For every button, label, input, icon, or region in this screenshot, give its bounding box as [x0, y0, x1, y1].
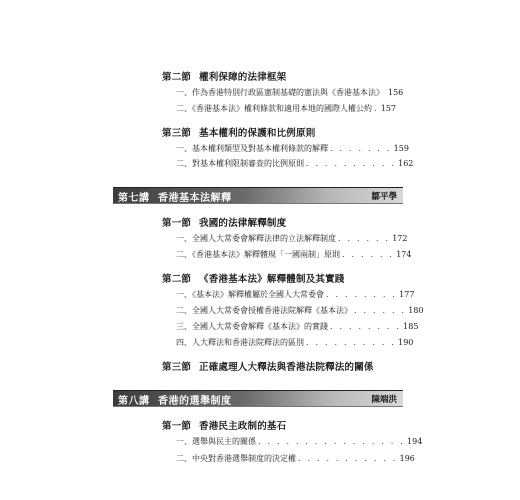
section-number: 第二節	[162, 274, 192, 285]
page-number: 196	[399, 454, 415, 463]
toc-entry[interactable]	[176, 249, 412, 260]
lecture-number: 第七講	[118, 193, 150, 204]
page-number: 162	[398, 159, 414, 168]
section-heading	[162, 125, 315, 139]
section-number: 第一節	[162, 218, 192, 229]
lecture-title	[118, 189, 232, 204]
leader-dots: . . . . . .	[354, 306, 407, 315]
toc-entry[interactable]	[176, 158, 414, 169]
toc-entry-label: 二、《香港基本法》解釋體現「一國兩制」原則	[176, 250, 340, 259]
page-number: 157	[380, 104, 397, 113]
lecture-title-text: 香港的選舉制度	[158, 396, 232, 407]
toc-entry-label: 二、《香港基本法》權利條款和適用本地的國際人權公約	[176, 104, 372, 113]
leader-dots: . . . . . . . . . . .	[298, 454, 398, 463]
toc-entry-label: 二、中央對香港選舉制度的決定權	[176, 454, 296, 463]
page-number: 156	[388, 88, 404, 97]
toc-entry[interactable]	[176, 337, 414, 348]
lecture-title-text: 香港基本法解釋	[158, 193, 232, 204]
page-number: 194	[407, 437, 423, 446]
toc-entry[interactable]	[176, 436, 423, 447]
section-heading	[162, 271, 345, 285]
toc-entry[interactable]	[176, 103, 397, 114]
leader-dots: . . . . . .	[342, 250, 395, 259]
lecture-title	[118, 392, 232, 407]
section-title: 我國的法律解釋制度	[199, 218, 287, 229]
toc-entry-label: 四、人大釋法和香港法院釋法的區別	[176, 338, 304, 347]
toc-entry-label: 一、基本權利類型及對基本權利條款的解釋	[176, 144, 328, 153]
toc-entry-label: 一、作為香港特別行政區憲制基礎的憲法與《香港基本法》	[176, 88, 384, 97]
toc-entry-label: 二、對基本權利限制審查的比例原則	[176, 159, 304, 168]
page-number: 159	[393, 144, 409, 153]
leader-dots: . . . . . . .	[330, 144, 392, 153]
toc-entry-label: 一、《基本法》解釋權屬於全國人大常委會	[176, 290, 324, 299]
section-heading	[162, 215, 286, 229]
leader-dots: . . . . . . . .	[326, 290, 398, 299]
page-number: 174	[396, 250, 412, 259]
toc-entry[interactable]	[176, 321, 419, 332]
section-heading	[162, 69, 286, 83]
section-number: 第一節	[162, 421, 192, 432]
toc-entry[interactable]	[176, 143, 409, 154]
lecture-header-bar	[113, 187, 403, 204]
section-heading	[162, 359, 374, 373]
section-title: 《香港基本法》解釋體制及其實踐	[199, 274, 345, 285]
page-number: 180	[408, 306, 424, 315]
lecture-header-bar	[113, 390, 403, 407]
toc-entry-label: 一、選舉與民主的關係	[176, 437, 256, 446]
toc-entry[interactable]	[176, 453, 415, 464]
leader-dots: . . . . . . . . . .	[306, 159, 397, 168]
page-number: 190	[398, 338, 414, 347]
toc-entry-label: 三、全國人大常委會解釋《基本法》的實踐	[176, 322, 328, 331]
leader-dots: .	[374, 104, 379, 113]
leader-dots: . . . . . . . . . . . . . . . .	[258, 437, 406, 446]
section-number: 第三節	[162, 362, 192, 373]
toc-entry[interactable]	[176, 289, 415, 300]
toc-entry[interactable]	[176, 305, 424, 316]
leader-dots: . . . . . . . . . .	[306, 338, 397, 347]
page-number: 177	[399, 290, 415, 299]
page-number: 172	[392, 234, 408, 243]
toc-entry-label: 二、全國人大常委會授權香港法院解釋《基本法》	[176, 306, 352, 315]
section-title: 權利保障的法律框架	[199, 72, 287, 83]
lecture-author: 陳端洪	[371, 395, 397, 405]
lecture-author: 鄒平學	[371, 192, 397, 202]
toc-entry-label: 一、全國人大常委會解釋法律的立法解釋制度	[176, 234, 336, 243]
toc-entry[interactable]	[176, 233, 408, 244]
section-number: 第三節	[162, 128, 192, 139]
section-title: 香港民主政制的基石	[199, 421, 287, 432]
lecture-number: 第八講	[118, 396, 150, 407]
section-heading	[162, 418, 286, 432]
leader-dots: . . . . . . . .	[330, 322, 402, 331]
section-title: 正確處理人大釋法與香港法院釋法的關係	[199, 362, 374, 373]
toc-entry[interactable]	[176, 87, 404, 98]
leader-dots: . . . . . .	[338, 234, 391, 243]
page-number: 185	[403, 322, 419, 331]
section-number: 第二節	[162, 72, 192, 83]
section-title: 基本權利的保護和比例原則	[199, 128, 316, 139]
